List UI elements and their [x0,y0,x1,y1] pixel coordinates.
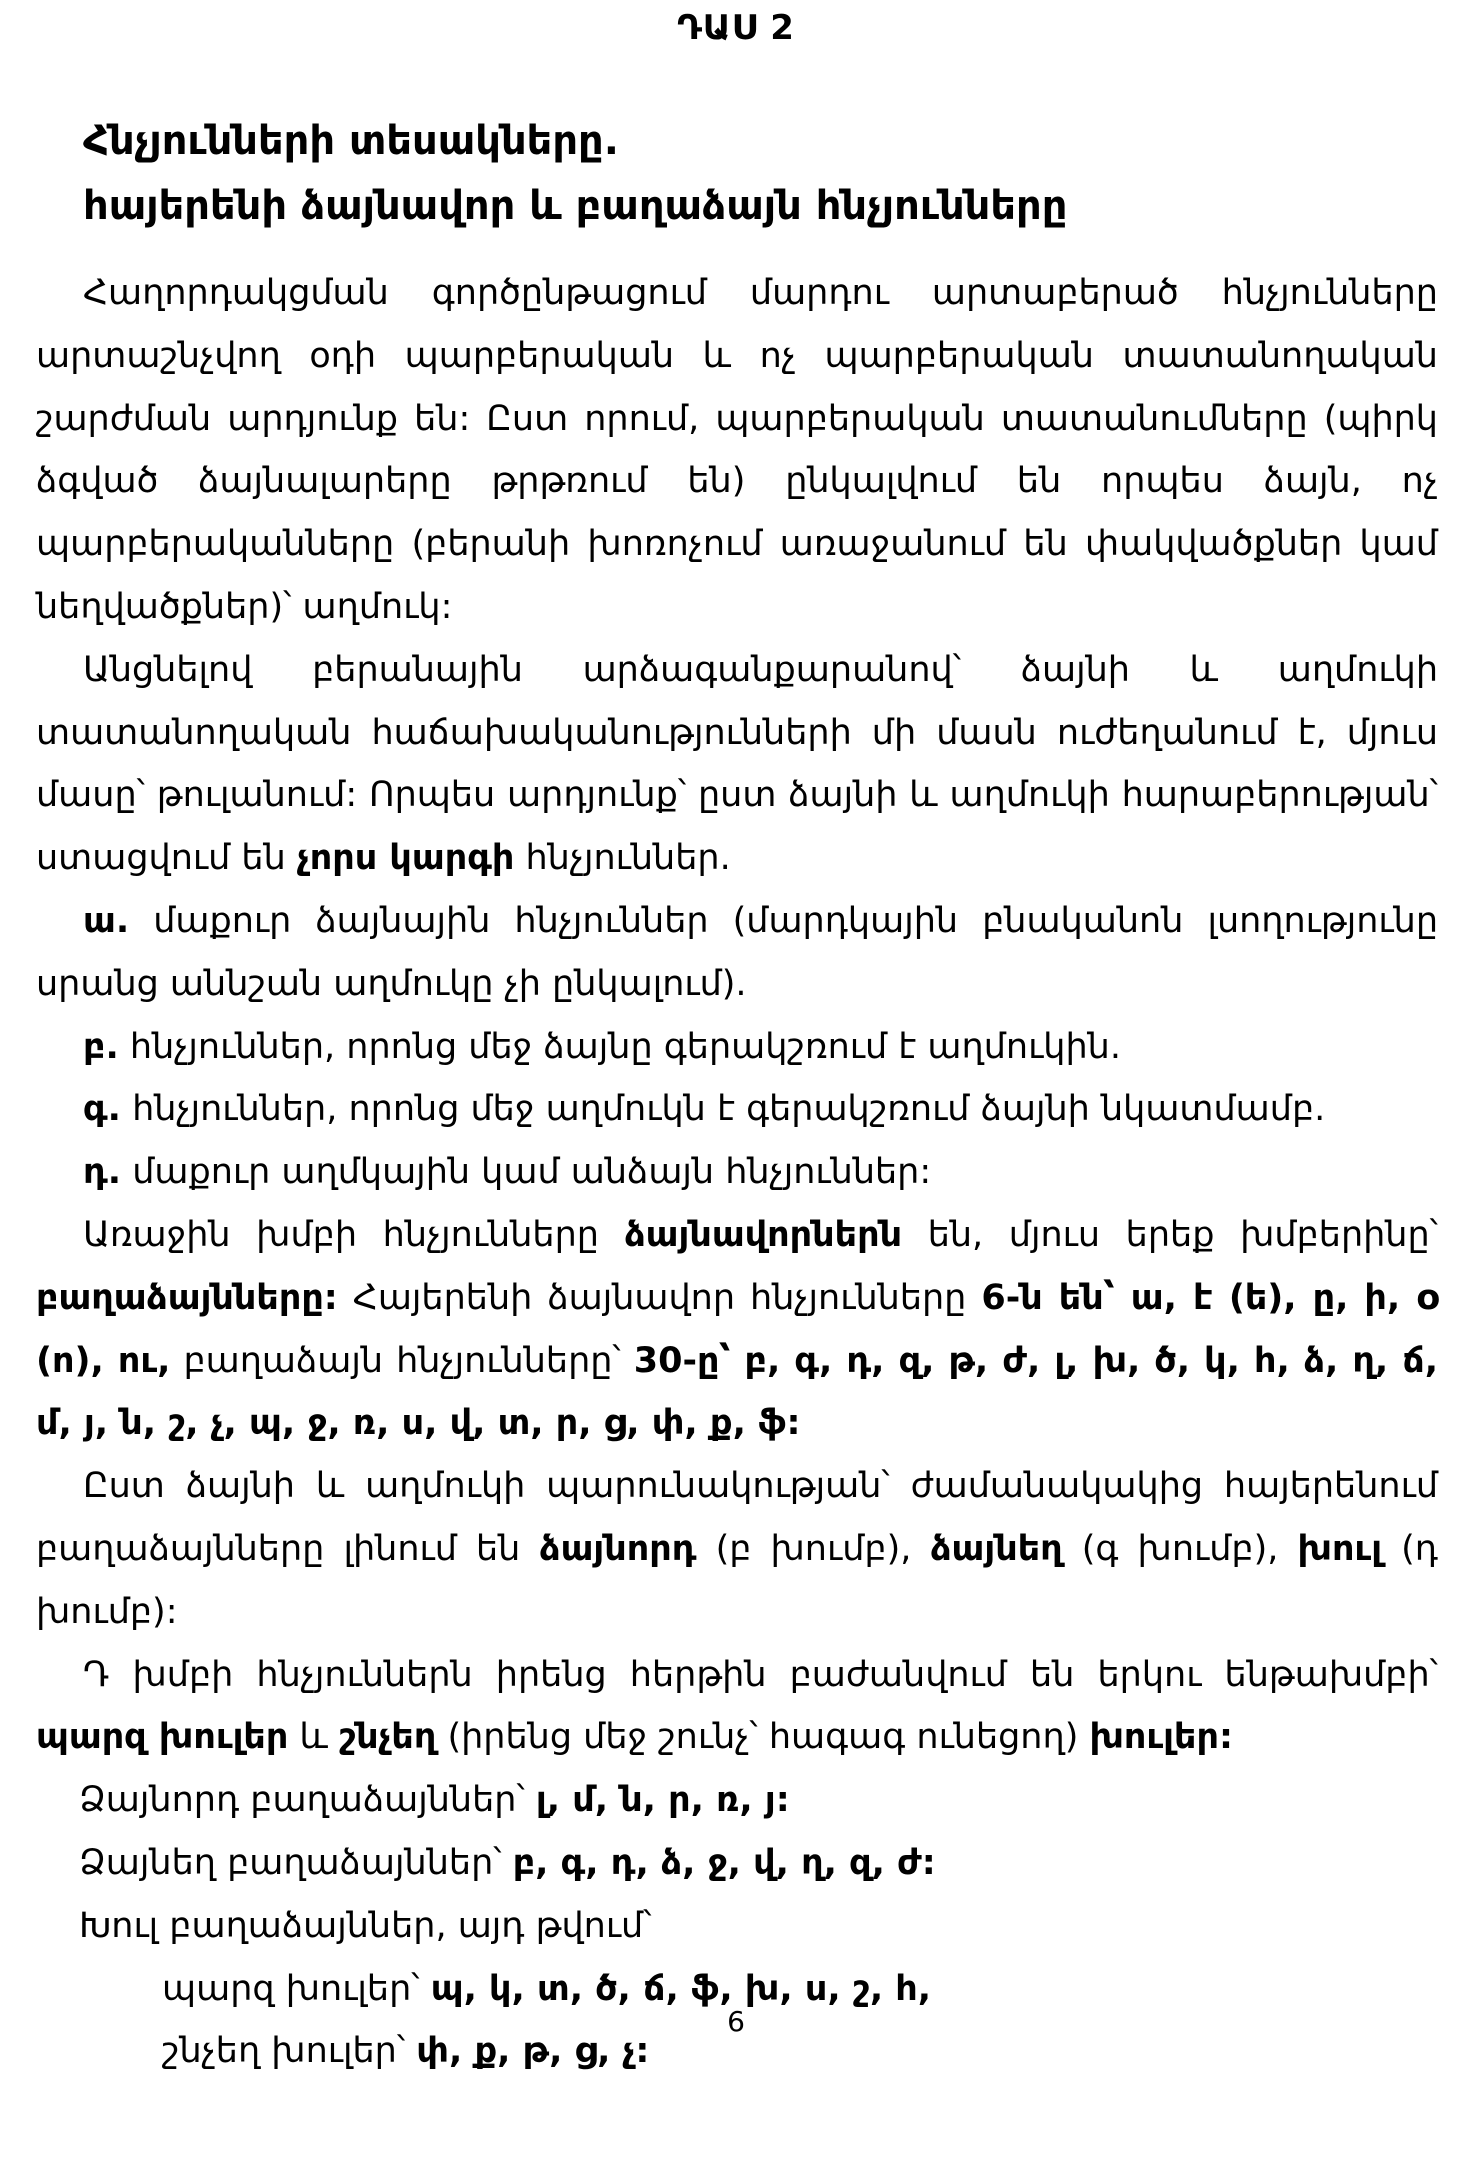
paragraph-1: Հաղորդակցման գործընթացում մարդու արտաբերած հնչյունները արտաշնչվող օդի պարբերական և ոչ պարբերական տատանողական շարժման արդյունք են: Ըստ որում, պարբերական տատանումները (պիրկ ձգված ձայնալարերը թրթռում են) ընկալվում են որպես ձայն, ոչ պարբերականները (բերանի խոռոչում առաջանում են փակվածքներ կամ նեղվածքներ)՝ աղմուկ: [36,273,1438,627]
chapter-title: ԴԱՍ 2 [677,8,795,48]
paragraph-5-part-c: և [288,1717,340,1758]
voiced-consonants [36,1832,1438,1895]
paragraph-4-part-e: (գ խումբ), [1062,1528,1298,1569]
list-item-b-label: բ. [83,1026,119,1067]
heading-line-2: հայերենի ձայնավոր և բաղաձայն հնչյունները [83,183,1068,229]
paragraph-3-part-e: Հայերենի ձայնավոր հնչյունները [337,1277,982,1318]
sonorant-label: Ձայնորդ բաղաձայններ՝ [79,1780,536,1821]
voiced-list: բ, գ, դ, ձ, ջ, վ, ղ, զ, ժ: [512,1842,936,1883]
list-item-d-text: մաքուր աղմկային կամ անձայն հնչյուններ: [121,1152,932,1193]
paragraph-2-text: Անցնելով բերանային արձագանքարանով՝ ձայնի և աղմուկի տատանողական հաճախականությունների մի մասն ուժեղանում է, մյուս մասը՝ թուլանում: Որպես արդյունք՝ ըստ ձայնի և աղմուկի հարաբերության՝ ստացվում են [36,649,1438,879]
heading-line-1: Հնչյունների տեսակները. [83,118,619,164]
paragraph-2 [36,639,1438,890]
paragraph-4-part-f: խուլ [1297,1528,1383,1569]
paragraph-4-part-g: (դ խումբ): [36,1528,1438,1632]
paragraph-3-part-g: բաղաձայն հնչյունները՝ [170,1340,634,1381]
list-item-d-label: դ. [83,1152,122,1193]
voiced-label: Ձայնեղ բաղաձայններ՝ [79,1842,513,1883]
paragraph-4 [36,1455,1438,1643]
paragraph-5-part-a: Դ խմբի հնչյուններն իրենց հերթին բաժանվում են երկու ենթախմբի՝ [83,1654,1438,1695]
paragraph-4-part-b: ձայնորդ [539,1528,697,1569]
simple-label: պարզ խուլեր՝ [162,1968,431,2009]
list-item-b [36,1016,1438,1079]
simple-list: պ, կ, տ, ծ, ճ, ֆ, խ, ս, շ, հ, [430,1968,932,2009]
paragraph-5-part-d: շնչեղ [339,1717,437,1758]
paragraph-5-part-f: խուլեր: [1089,1717,1233,1758]
sonorant-consonants [36,1769,1438,1832]
paragraph-2-end: հնչյուններ. [514,838,731,879]
body-text [36,262,1438,2083]
paragraph-3-part-f: 6-ն են՝ ա, է (ե), ը, ի, օ (ո), ու, [36,1277,1438,1381]
sonorant-list: լ, մ, ն, ր, ռ, յ: [535,1780,790,1821]
paragraph-5-part-b: պարզ խուլեր [36,1717,289,1758]
list-item-g [36,1078,1438,1141]
paragraph-3-part-h: 30-ը՝ բ, գ, դ, զ, թ, ժ, լ, խ, ծ, կ, հ, ձ, ղ, ճ, մ, յ, ն, շ, չ, պ, ջ, ռ, ս, վ, տ, ր, ց, փ, ք, ֆ: [36,1340,1438,1444]
aspirated-list: փ, ք, թ, ց, չ: [416,2031,650,2072]
list-item-g-text: հնչյուններ, որոնց մեջ աղմուկն է գերակշռում ձայնի նկատմամբ. [120,1089,1326,1130]
paragraph-2-bold: չորս կարգի [296,838,515,879]
paragraph-3 [36,1204,1438,1455]
paragraph-3-part-a: Առաջին խմբի հնչյունները [83,1214,625,1255]
aspirated-label: շնչեղ խուլեր՝ [162,2031,417,2072]
paragraph-3-part-b: ձայնավորներն [624,1214,903,1255]
list-item-a [36,890,1438,1016]
paragraph-5 [36,1644,1438,1770]
list-item-a-label: ա. [83,900,130,941]
paragraph-4-part-c: (բ խումբ), [696,1528,931,1569]
voiceless-consonants: Խուլ բաղաձայններ, այդ թվում՝ [79,1905,652,1946]
page-number: 6 [727,2005,745,2038]
list-item-g-label: գ. [83,1089,121,1130]
paragraph-3-part-d: բաղաձայնները: [36,1277,338,1318]
paragraph-4-part-a: Ըստ ձայնի և աղմուկի պարունակության՝ ժամանակակից հայերենում բաղաձայնները լինում են [36,1466,1438,1569]
paragraph-5-part-e: (իրենց մեջ շունչ՝ հագագ ունեցող) [436,1717,1090,1758]
paragraph-4-part-d: ձայնեղ [930,1528,1063,1569]
list-item-d [36,1141,1438,1204]
list-item-a-text: մաքուր ձայնային հնչյուններ (մարդկային բնականոն լսողությունը սրանց աննշան աղմուկը չի ընկալում). [36,900,1438,1004]
paragraph-3-part-c: են, մյուս երեք խմբերինը՝ [902,1214,1438,1255]
list-item-b-text: հնչյուններ, որոնց մեջ ձայնը գերակշռում է աղմուկին. [118,1026,1121,1067]
